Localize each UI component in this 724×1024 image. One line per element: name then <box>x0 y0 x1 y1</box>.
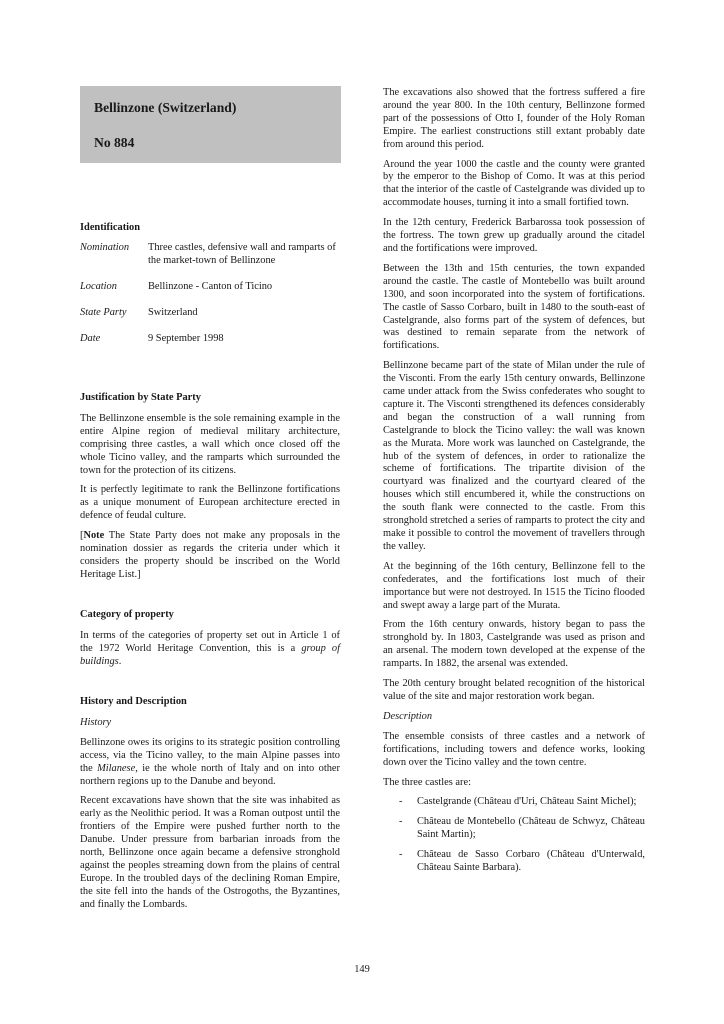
category-text-end: . <box>118 655 122 667</box>
note-text: The State Party does not make any proposals in the nomination dossier as regards the criteria under which it considers the property should be inscribed on the World Heritage List.] <box>80 530 340 580</box>
history-section <box>80 696 340 919</box>
history-paragraph: The excavations also showed that the fortress suffered a fire around the year 800. In the 10th century, Bellinzone formed part of the possessions of Otto I, founder of the Holy Roman Empire. The earliest constructions still extant probably date from around this period. <box>383 87 645 150</box>
history-text: Bellinzone owes its origins to its strategic position controlling access, via the Ticino valley, to the main Alpine passes into the <box>80 736 340 774</box>
history-paragraph: At the beginning of the 16th century, Bellinzone fell to the confederates, and the fortifications lost much of their importance but were not destroyed. In 1515 the Ticino flooded and swept away a large part of the Murata. <box>383 560 645 611</box>
identification-value: Three castles, defensive wall and ramparts of the market-town of Bellinzone <box>148 242 336 266</box>
castle-name: Castelgrande (Château d'Uri, Château Saint Michel); <box>417 796 637 808</box>
list-item <box>383 816 645 842</box>
history-paragraph: Around the year 1000 the castle and the county were granted by the emperor to the Bishop of Como. It was at this period that the interior of the castle of Castelgrande was divided up to accommodate houses, turning it into a small fortified town. <box>383 158 645 209</box>
history-paragraph: In the 12th century, Frederick Barbarossa took possession of the fortress. The town grew up gradually around the citadel and the fortifications were improved. <box>383 217 645 254</box>
castle-list <box>383 796 645 875</box>
list-item <box>383 796 645 809</box>
history-italic: Milanese <box>97 762 136 774</box>
description-paragraph: The three castles are: <box>383 776 471 788</box>
history-paragraph: Between the 13th and 15th centuries, the town expanded around the castle. The castle of Montebello was built around 1300, and soon incorporated into the system of fortifications. The castle of Sasso Corbaro, built in 1480 to the south-east of Castelgrande, also forms part of the system of defences, but was destined to remain separate from the network of fortifications. <box>383 262 645 352</box>
justification-note <box>80 530 340 582</box>
note-bracket: [ <box>80 530 84 542</box>
identification-label: Nomination <box>80 242 130 253</box>
description-paragraph: The ensemble consists of three castles and a network of fortifications, including towers and defence works, looking down over the Ticino valley and the town centre. <box>383 730 645 768</box>
identification-value: Switzerland <box>148 307 198 318</box>
history-paragraph: Bellinzone became part of the state of Milan under the rule of the Visconti. From the early 15th century onwards, Bellinzone came under attack from the Swiss confederates who sought to capture it. The Visconti strengthened its defences considerably and began the construction of a wall running from Castelgrande to block the Ticino valley: the wall was known as the Murata. More work was launched on Castelgrande, the hub of the system of defences, in order to rationalize the scheme of fortifications. The tripartite division of the courtyard was finalized and the courtyard cleared of the houses which still encumbered it, while the constructions on the south flank were connected to the castle. From this stronghold stretched a series of ramparts to protect the city and make it possible to control the movement of travellers through the valley. <box>383 360 645 552</box>
identification-value: Bellinzone - Canton of Ticino <box>148 281 273 292</box>
right-column <box>383 87 645 882</box>
document-number: No 884 <box>94 135 135 150</box>
history-subheading: History <box>80 716 112 728</box>
category-text: In terms of the categories of property set out in Article 1 of the 1972 World Heritage Convention, this is a <box>80 629 340 654</box>
history-text-end: , ie the whole north of Italy and on into other northern regions up to the Danube and beyond. <box>80 762 340 787</box>
history-heading: History and Description <box>80 696 187 707</box>
list-item <box>383 849 645 875</box>
bullet-dash: - <box>399 816 403 828</box>
history-paragraph: Recent excavations have shown that the site was inhabited as early as the Neolithic period. It was a Roman outpost until the frontiers of the Empire were pushed further north to the Danube. Under pressure from barbarian inroads from the north, Bellinzone once again became a defensive stronghold against the peoples streaming down from the plains of central Europe. In the troubled days of the declining Roman Empire, the site fell into the hands of the Ostrogoths, the Byzantines, and finally the Lombards. <box>80 795 340 910</box>
identification-value: 9 September 1998 <box>148 333 224 344</box>
identification-label: Date <box>80 333 101 344</box>
page-number: 149 <box>354 964 370 975</box>
category-heading: Category of property <box>80 609 174 620</box>
bullet-dash: - <box>399 796 403 808</box>
history-paragraph: The 20th century brought belated recognition of the historical value of the site and major restoration work began. <box>383 678 645 702</box>
identification-heading: Identification <box>80 222 141 233</box>
justification-section <box>80 392 340 589</box>
identification-label: Location <box>80 281 117 292</box>
justification-heading: Justification by State Party <box>80 392 201 403</box>
title-box <box>80 86 341 163</box>
document-title: Bellinzone (Switzerland) <box>94 100 237 115</box>
justification-paragraph: The Bellinzone ensemble is the sole remaining example in the entire Alpine region of medieval military architecture, comprising three castles, a wall which once closed off the whole Ticino valley, and the ramparts which surrounded the town for the protection of its citizens. <box>80 412 340 476</box>
identification-label: State Party <box>80 307 127 318</box>
description-subheading: Description <box>383 710 433 722</box>
castle-name: Château de Sasso Corbaro (Château d'Unterwald, Château Sainte Barbara). <box>417 849 645 874</box>
category-paragraph <box>80 630 340 669</box>
history-paragraph: From the 16th century onwards, history began to pass the stronghold by. In 1803, Castelgrande was used as prison and an arsenal. The modern town developed at the expense of the ramparts. In 1882, the arsenal was extended. <box>383 619 645 670</box>
bullet-dash: - <box>399 849 403 861</box>
category-italic: group of buildings <box>80 642 340 667</box>
castle-name: Château de Montebello (Château de Schwyz, Château Saint Martin); <box>417 816 645 841</box>
history-paragraph <box>80 737 340 789</box>
justification-paragraph: It is perfectly legitimate to rank the Bellinzone fortifications as a unique monument of European architecture erected in defence of feudal culture. <box>80 484 340 522</box>
note-label: Note <box>83 530 105 542</box>
category-section <box>80 609 340 676</box>
